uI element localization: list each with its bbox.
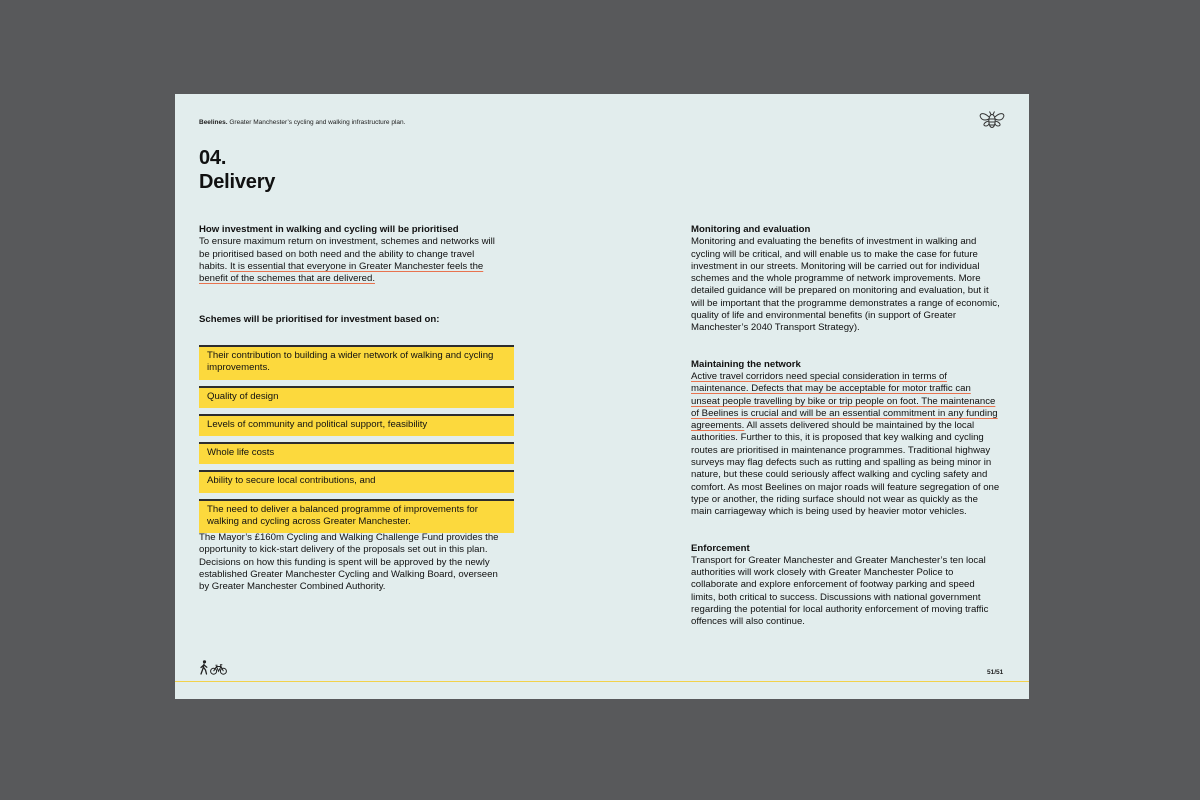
worker-bee-icon — [978, 109, 1006, 131]
criteria-list — [199, 345, 514, 539]
monitoring-heading: Monitoring and evaluation — [691, 224, 811, 235]
enforcement-paragraph: Transport for Greater Manchester and Greater Manchester’s ten local authorities will work closely with Greater Manchester Police to collaborate and explore enforcement of footway parking and speed limits, both critical to success. Discussions with national government regarding the potential for local authority enforcement of moving traffic offences will also continue. — [691, 554, 989, 628]
running-head — [199, 119, 405, 126]
monitoring-paragraph: Monitoring and evaluating the benefits of investment in walking and cycling will be critical, and will enable us to make the case for future investment in our streets. Monitoring will be carried out for individual schemes and the whole programme of network improvements. More detailed guidance will be prepared on monitoring and evaluation, but it will be important that the programme demonstrates a range of economic, quality of life and environmental benefits (in support of Greater Manchester’s 2040 Transport Strategy). — [691, 236, 1000, 334]
document-page — [175, 94, 1029, 699]
left-column — [199, 224, 499, 327]
criteria-heading: Schemes will be prioritised for investment based on: — [199, 314, 440, 326]
maintaining-section — [691, 359, 1001, 519]
enforcement-section — [691, 543, 1001, 629]
running-head-subtitle: Greater Manchester’s cycling and walking infrastructure plan. — [229, 119, 406, 126]
maintaining-underlined-text: Active travel corridors need special consideration in terms of maintenance. Defects that may be acceptable for motor traffic can unseat people travelling by bike or trip people on foot. The maintenance of Beelines is crucial and will be an essential commitment in any funding agreements. — [691, 370, 998, 432]
footer-rule — [175, 681, 1029, 682]
fund-paragraph: The Mayor’s £160m Cycling and Walking Challenge Fund provides the opportunity to kick-start delivery of the proposals set out in this plan. Decisions on how this funding is spent will be approved by the newly established Greater Manchester Cycling and Walking Board, overseen by Greater Manchester Combined Authority. — [199, 532, 499, 593]
criteria-item: Ability to secure local contributions, and — [199, 470, 514, 492]
right-column — [691, 224, 1001, 653]
criteria-item: Their contribution to building a wider network of walking and cycling improvements. — [199, 345, 514, 380]
enforcement-heading: Enforcement — [691, 542, 750, 554]
prioritisation-paragraph — [199, 236, 499, 285]
chapter-title: Delivery — [199, 171, 276, 193]
chapter-number: 04. — [199, 147, 227, 169]
chapter-heading — [199, 146, 275, 194]
walking-person-icon — [199, 660, 209, 675]
bicycle-icon — [210, 664, 227, 675]
brand-name: Beelines. — [199, 119, 228, 126]
prioritisation-text: To ensure maximum return on investment, schemes and networks will be prioritised based on both need and the ability to change travel habits. — [199, 236, 495, 272]
prioritisation-heading: How investment in walking and cycling will be prioritised — [199, 224, 459, 235]
maintaining-text: All assets delivered should be maintained by the local authorities. Further to this, it is proposed that key walking and cycling routes are prioritised in maintenance programmes. Traditional highway surveys may flag defects such as rutting and spalling as being minor in nature, but these could seriously affect walking and cycling safety and comfort. As most Beelines on major roads will feature segregation of one type or another, the riding surface should not wear as quickly as the main carriageway which is being used by heavier motor vehicles. — [691, 420, 1000, 518]
page-number: 51/51 — [987, 669, 1004, 676]
criteria-item: Levels of community and political support, feasibility — [199, 414, 514, 436]
prioritisation-underlined-text: It is essential that everyone in Greater Manchester feels the benefit of the schemes that are delivered. — [199, 260, 484, 285]
criteria-item: Whole life costs — [199, 442, 514, 464]
monitoring-section — [691, 224, 1001, 335]
criteria-item: Quality of design — [199, 386, 514, 408]
criteria-item: The need to deliver a balanced programme of improvements for walking and cycling across Greater Manchester. — [199, 499, 514, 534]
maintaining-paragraph — [691, 371, 1001, 519]
maintaining-heading: Maintaining the network — [691, 358, 801, 370]
